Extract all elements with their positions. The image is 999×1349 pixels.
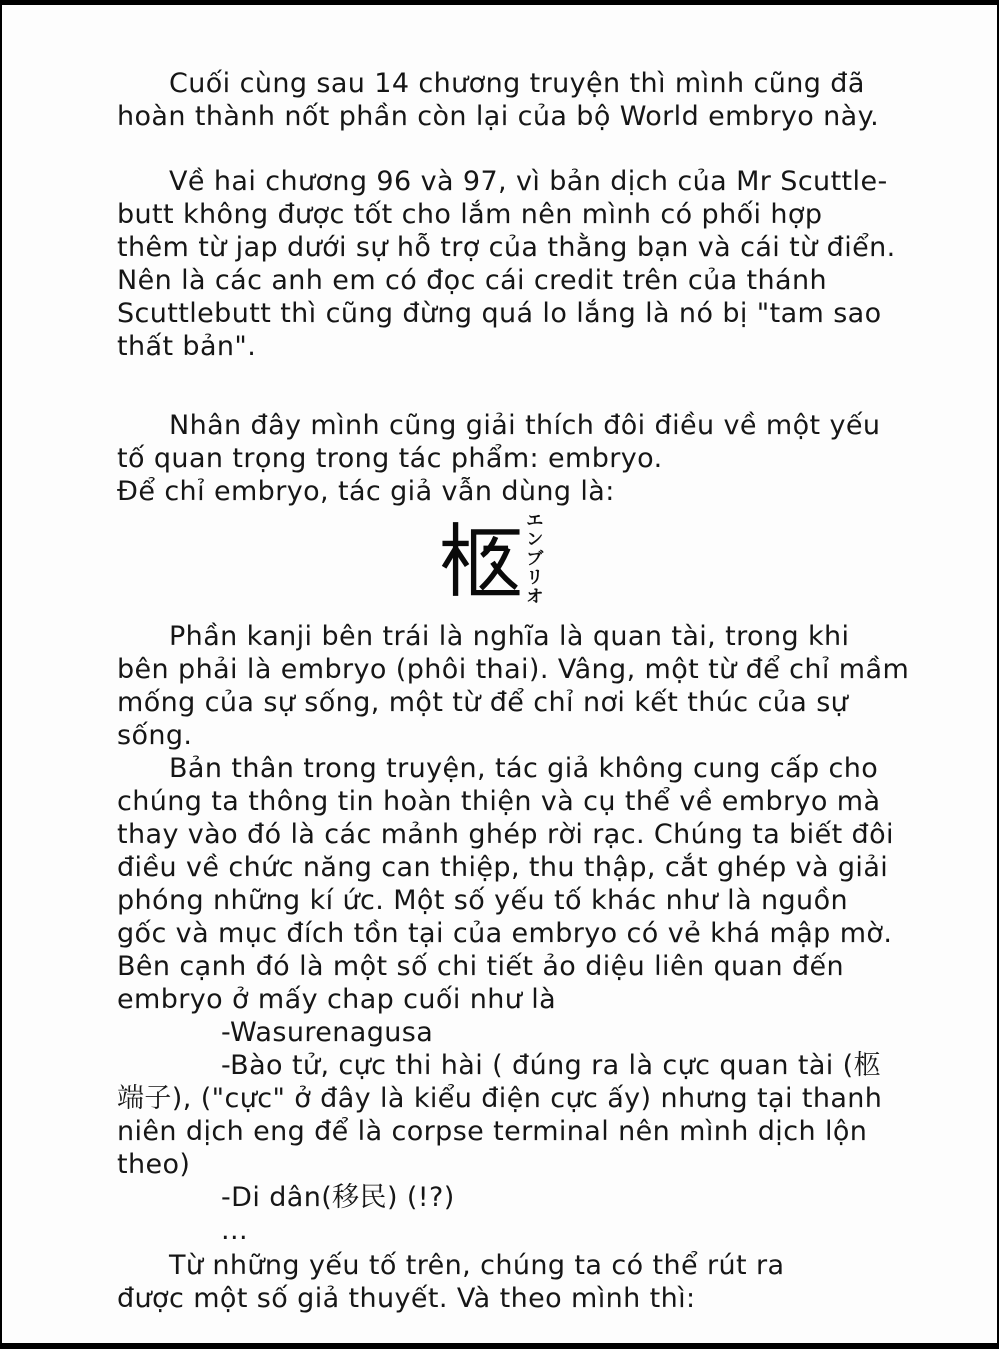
text-line: mống của sự sống, một từ để chỉ nơi kết thúc của sự bbox=[117, 687, 849, 718]
list-item-wasurenagusa bbox=[117, 1016, 897, 1049]
text-line: embryo ở mấy chap cuối như là bbox=[117, 984, 557, 1015]
text-line: -Wasurenagusa bbox=[221, 1017, 434, 1048]
furigana-char: オ bbox=[526, 587, 544, 607]
text-line: 端子), ("cực" ở đây là kiểu điện cực ấy) nhưng tại thanh bbox=[117, 1083, 883, 1114]
text-line: -Bào tử, cực thi hài ( đúng ra là cực quan tài (柩 bbox=[221, 1050, 882, 1081]
text-line: thêm từ jap dưới sự hỗ trợ của thằng bạn và cái từ điển. bbox=[117, 232, 896, 263]
translation-note-paragraph bbox=[117, 165, 897, 363]
ellipsis-line bbox=[117, 1214, 897, 1247]
furigana-char: ン bbox=[526, 530, 544, 550]
text-line: Từ những yếu tố trên, chúng ta có thể rút ra bbox=[169, 1250, 785, 1281]
embryo-explanation-paragraph bbox=[117, 409, 897, 508]
furigana-embryo bbox=[526, 512, 543, 607]
note-text-column bbox=[2, 5, 997, 1315]
text-line: gốc và mục đích tồn tại của embryo có vẻ khá mập mờ. bbox=[117, 918, 893, 949]
text-line: -Di dân(移民) (!?) bbox=[221, 1182, 455, 1213]
text-line: Để chỉ embryo, tác giả vẫn dùng là: bbox=[117, 476, 615, 507]
text-line: bên phải là embryo (phôi thai). Vâng, một từ để chỉ mầm bbox=[117, 654, 910, 685]
text-line: Nhân đây mình cũng giải thích đôi điều về một yếu bbox=[169, 410, 881, 441]
list-item-di-dan bbox=[117, 1181, 897, 1214]
text-line: hoàn thành nốt phần còn lại của bộ World embryo này. bbox=[117, 101, 880, 132]
text-line: Scuttlebutt thì cũng đừng quá lo lắng là nó bị "tam sao bbox=[117, 298, 882, 329]
text-line: niên dịch eng để là corpse terminal nên mình dịch lộn bbox=[117, 1116, 868, 1147]
text-line: chúng ta thông tin hoàn thiện và cụ thể về embryo mà bbox=[117, 786, 881, 817]
furigana-char: ブ bbox=[526, 549, 544, 569]
text-line: Nên là các anh em có đọc cái credit trên của thánh bbox=[117, 265, 828, 296]
text-line: Phần kanji bên trái là nghĩa là quan tài, trong khi bbox=[169, 621, 850, 652]
text-line: butt không được tốt cho lắm nên mình có phối hợp bbox=[117, 199, 823, 230]
embryo-details-paragraph bbox=[117, 752, 897, 1016]
conclusion-paragraph bbox=[117, 1249, 897, 1315]
text-line: thất bản". bbox=[117, 331, 257, 362]
text-line: Cuối cùng sau 14 chương truyện thì mình cũng đã bbox=[169, 68, 865, 99]
list-item-bao-tu bbox=[117, 1049, 897, 1181]
furigana-char: エ bbox=[526, 511, 544, 531]
kanji-analysis-paragraph bbox=[117, 620, 910, 752]
text-line: thay vào đó là các mảnh ghép rời rạc. Chúng ta biết đôi bbox=[117, 819, 894, 850]
text-line: sống. bbox=[117, 720, 193, 751]
text-line: điều về chức năng can thiệp, thu thập, cắt ghép và giải bbox=[117, 852, 889, 883]
intro-paragraph bbox=[117, 67, 897, 133]
text-line: Bên cạnh đó là một số chi tiết ảo diệu liên quan đến bbox=[117, 951, 845, 982]
kanji-term bbox=[117, 508, 867, 620]
text-line: được một số giả thuyết. Và theo mình thì: bbox=[117, 1283, 696, 1314]
kanji-coffin-glyph bbox=[440, 518, 522, 600]
furigana-char: リ bbox=[526, 568, 544, 588]
text-line: ... bbox=[221, 1215, 248, 1246]
text-line: tố quan trọng trong tác phẩm: embryo. bbox=[117, 443, 663, 474]
text-line: phóng những kí ức. Một số yếu tố khác như là nguồn bbox=[117, 885, 849, 916]
text-line: Bản thân trong truyện, tác giả không cung cấp cho bbox=[169, 753, 879, 784]
text-line: Về hai chương 96 và 97, vì bản dịch của Mr Scuttle- bbox=[169, 166, 888, 197]
text-line: theo) bbox=[117, 1149, 191, 1180]
